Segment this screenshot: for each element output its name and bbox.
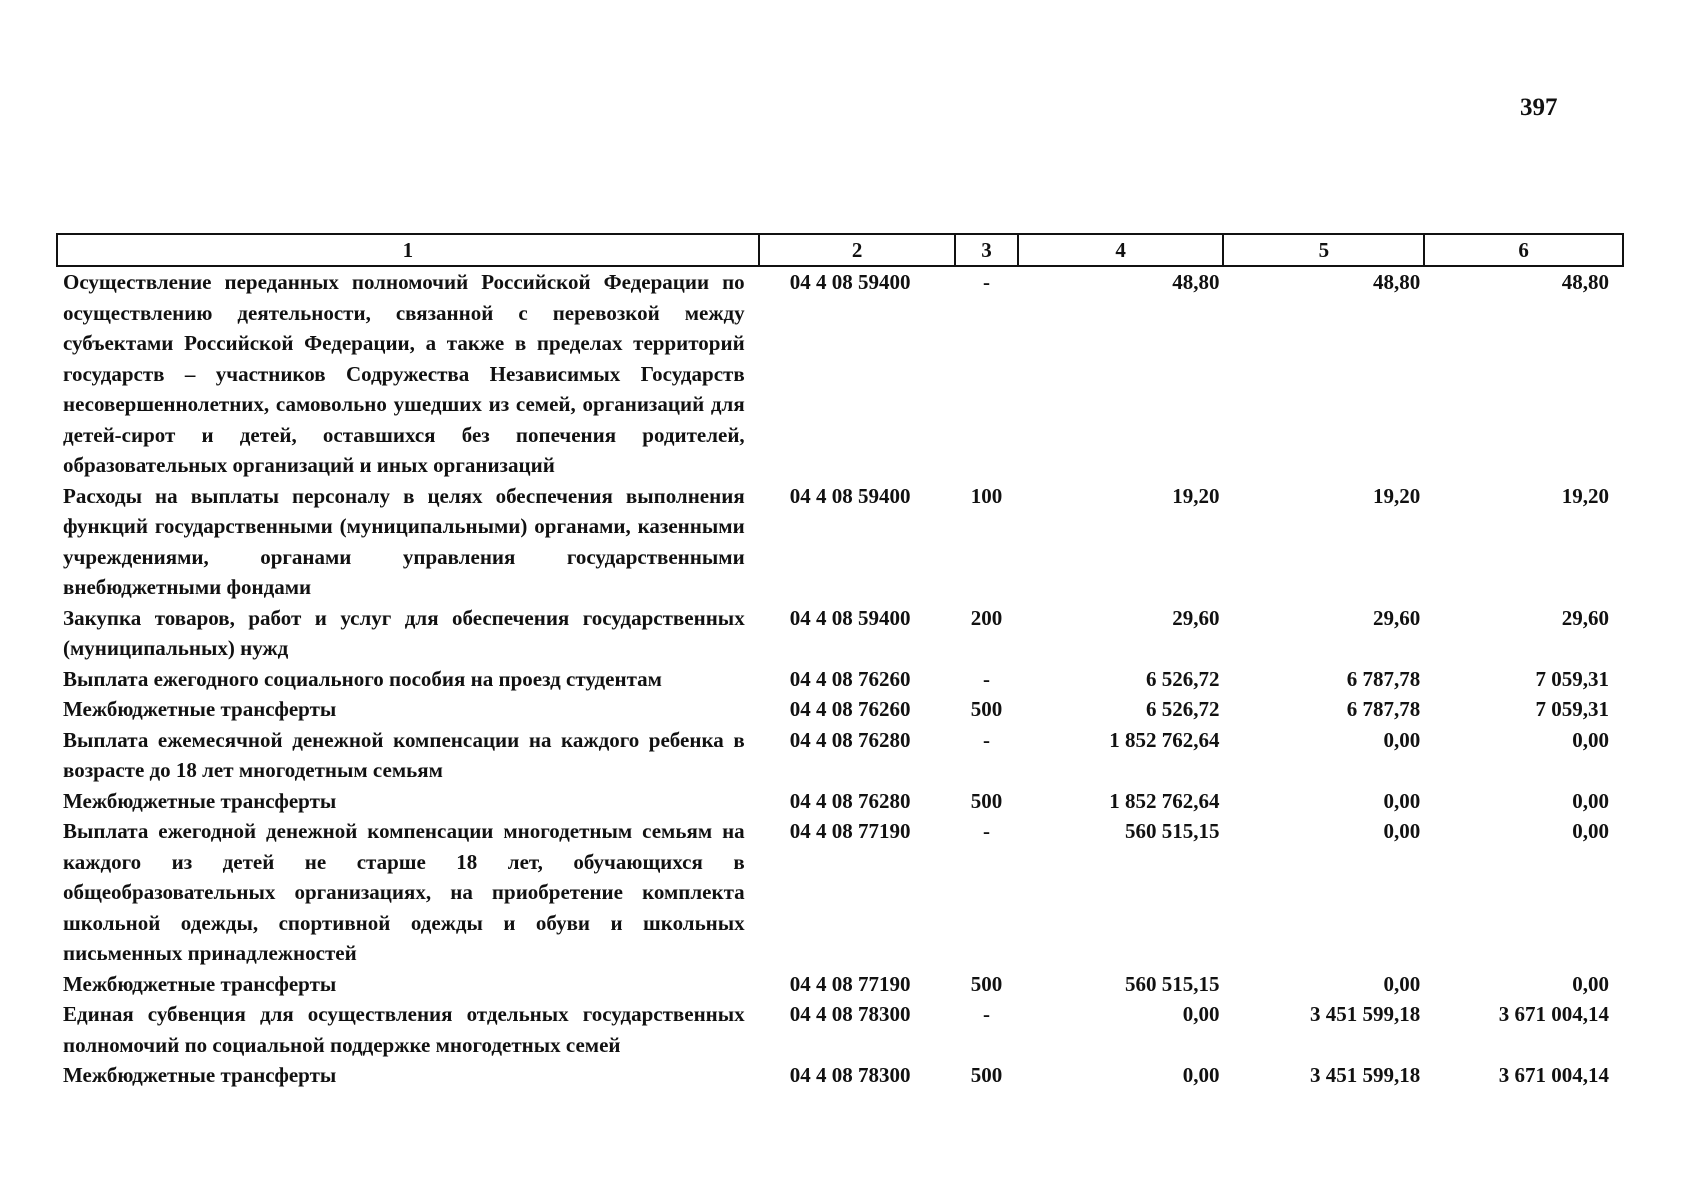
- row-name: Межбюджетные трансферты: [63, 697, 337, 721]
- row-expense-type: -: [983, 1002, 991, 1026]
- table-row: [57, 266, 1623, 481]
- row-expense-type: 500: [970, 971, 1003, 996]
- row-code: 04 4 08 76260: [789, 697, 911, 721]
- row-name: Межбюджетные трансферты: [63, 971, 337, 996]
- row-code: 04 4 08 76280: [789, 727, 911, 752]
- row-code: 04 4 08 77190: [789, 971, 911, 996]
- header-col-2: 2: [759, 234, 956, 266]
- row-name: Выплата ежегодного социального пособия на проезд студентам: [63, 666, 662, 691]
- table-row: [57, 694, 1623, 725]
- header-col-5: 5: [1223, 234, 1424, 266]
- row-name: Выплата ежемесячной денежной компенсации на каждого ребенка в возрасте до 18 лет многодетным семьям: [63, 727, 745, 782]
- row-value-col-5: 3 451 599,18: [1309, 1063, 1421, 1087]
- table-row: [57, 725, 1623, 786]
- row-value-col-4: 560 515,15: [1124, 971, 1220, 996]
- row-value-col-4: 6 526,72: [1145, 666, 1220, 691]
- row-name: Межбюджетные трансферты: [63, 788, 337, 813]
- row-value-col-4: 560 515,15: [1124, 819, 1220, 843]
- row-value-col-4: 29,60: [1172, 605, 1220, 630]
- row-value-col-5: 29,60: [1372, 605, 1421, 630]
- table-row: [57, 664, 1623, 695]
- row-expense-type: -: [983, 666, 991, 691]
- row-value-col-4: 6 526,72: [1145, 697, 1220, 721]
- row-name: Выплата ежегодной денежной компенсации многодетным семьям на каждого из детей не старше 18 лет, обучающихся в общеобразовательных организациях, на приобретение комплекта школьной одежды, спортивной одежды и обуви и школьных письменных принадлежностей: [63, 819, 745, 965]
- header-col-3: 3: [955, 234, 1017, 266]
- header-col-4: 4: [1018, 234, 1224, 266]
- header-row: [57, 234, 1623, 266]
- row-value-col-4: 1 852 762,64: [1109, 727, 1220, 752]
- row-expense-type: 500: [970, 1063, 1003, 1087]
- row-code: 04 4 08 59400: [789, 483, 911, 508]
- page-number: 397: [1520, 94, 1558, 121]
- table-row: [57, 816, 1623, 969]
- row-value-col-5: 0,00: [1383, 971, 1421, 996]
- table-header: [57, 234, 1623, 266]
- row-name: Единая субвенция для осуществления отдельных государственных полномочий по социальной поддержке многодетных семей: [63, 1002, 745, 1057]
- row-value-col-4: 48,80: [1172, 270, 1220, 294]
- row-expense-type: -: [983, 819, 991, 843]
- row-value-col-6: 0,00: [1572, 819, 1609, 843]
- row-value-col-6: 7 059,31: [1535, 697, 1609, 721]
- table-row: [57, 999, 1623, 1060]
- table-row: [57, 603, 1623, 664]
- row-expense-type: -: [983, 727, 991, 752]
- row-expense-type: 200: [970, 605, 1003, 630]
- row-value-col-5: 0,00: [1383, 727, 1421, 752]
- row-value-col-5: 48,80: [1372, 270, 1421, 294]
- row-value-col-6: 0,00: [1572, 971, 1609, 996]
- table-row: [57, 1060, 1623, 1091]
- row-value-col-4: 0,00: [1182, 1002, 1220, 1026]
- row-code: 04 4 08 77190: [789, 819, 911, 843]
- row-value-col-6: 0,00: [1572, 788, 1609, 813]
- table-row: [57, 481, 1623, 603]
- row-name: Осуществление переданных полномочий Российской Федерации по осуществлению деятельности, связанной с перевозкой между субъектами Российской Федерации, а также в пределах территорий государств – участников Содружества Независимых Государств несовершеннолетних, самовольно ушедших из семей, организаций для детей-сирот и детей, оставшихся без попечения родителей, образовательных организаций и иных организаций: [63, 270, 745, 477]
- row-expense-type: 100: [970, 483, 1003, 508]
- row-value-col-5: 0,00: [1383, 819, 1421, 843]
- row-code: 04 4 08 59400: [789, 605, 911, 630]
- header-col-1: 1: [57, 234, 759, 266]
- row-code: 04 4 08 76260: [789, 666, 911, 691]
- row-value-col-6: 19,20: [1561, 483, 1609, 508]
- row-value-col-5: 6 787,78: [1346, 697, 1421, 721]
- row-name: Межбюджетные трансферты: [63, 1063, 337, 1087]
- row-value-col-5: 6 787,78: [1346, 666, 1421, 691]
- budget-table: [56, 233, 1624, 1091]
- row-value-col-4: 1 852 762,64: [1109, 788, 1220, 813]
- row-code: 04 4 08 78300: [789, 1063, 911, 1087]
- row-value-col-6: 3 671 004,14: [1498, 1002, 1609, 1026]
- row-value-col-5: 3 451 599,18: [1309, 1002, 1421, 1026]
- row-value-col-6: 48,80: [1561, 270, 1609, 294]
- header-col-6: 6: [1424, 234, 1623, 266]
- row-value-col-6: 7 059,31: [1535, 666, 1609, 691]
- row-code: 04 4 08 76280: [789, 788, 911, 813]
- row-value-col-4: 19,20: [1172, 483, 1220, 508]
- row-value-col-5: 0,00: [1383, 788, 1421, 813]
- row-expense-type: 500: [970, 788, 1003, 813]
- row-value-col-4: 0,00: [1182, 1063, 1220, 1087]
- row-name: Расходы на выплаты персоналу в целях обеспечения выполнения функций государственными (муниципальными) органами, казенными учреждениями, органами управления государственными внебюджетными фондами: [63, 483, 745, 599]
- row-value-col-5: 19,20: [1372, 483, 1421, 508]
- row-value-col-6: 0,00: [1572, 727, 1609, 752]
- row-expense-type: 500: [970, 697, 1003, 721]
- row-value-col-6: 29,60: [1561, 605, 1609, 630]
- row-code: 04 4 08 78300: [789, 1002, 911, 1026]
- row-expense-type: -: [983, 270, 991, 294]
- table-row: [57, 786, 1623, 817]
- table-row: [57, 969, 1623, 1000]
- row-value-col-6: 3 671 004,14: [1498, 1063, 1609, 1087]
- row-name: Закупка товаров, работ и услуг для обеспечения государственных (муниципальных) нужд: [63, 605, 745, 660]
- table-body: [57, 266, 1623, 1091]
- row-code: 04 4 08 59400: [789, 270, 911, 294]
